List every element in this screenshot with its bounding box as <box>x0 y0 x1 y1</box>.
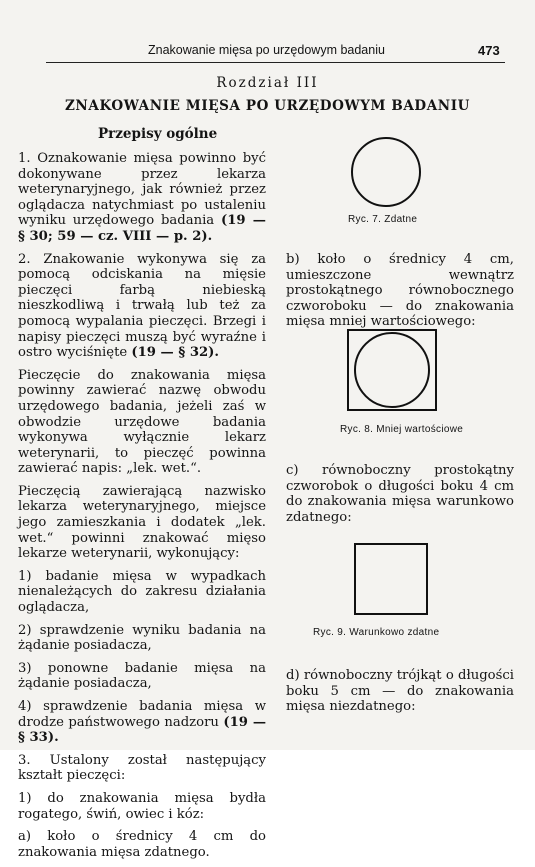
circle-stamp-figure <box>346 134 426 210</box>
item-b-paragraph: b) koło o średnicy 4 cm, umieszczone wewnątrz prostokątnego równobocznego czworoboku — do znakowania mięsa mniej wartościowego: <box>286 252 514 330</box>
item-d-text <box>286 668 514 722</box>
left-column <box>18 151 266 867</box>
paragraph-5: 3. Ustalony został następujący kształt pieczęci: <box>18 752 266 784</box>
list-item-4-text: 4) sprawdzenie badania mięsa w drodze państwowego nadzoru <box>18 699 266 730</box>
paragraph-2-reference: (19 — § 32). <box>131 345 220 361</box>
list-item: 2) sprawdzenie wyniku badania na żądanie posiadacza, <box>18 622 266 654</box>
list-item: 3) ponowne badanie mięsa na żądanie posiadacza, <box>18 660 266 692</box>
paragraph-1-text: 1. Oznakowanie mięsa powinno być dokonywane przez lekarza weterynaryjnego, jak również przez oglądacza natychmiast po ustaleniu wyniku urzędowego badania <box>18 151 266 229</box>
paragraph-3: Pieczęcie do znakowania mięsa powinny zawierać nazwę obwodu urzędowego badania, jeżeli zaś w obwodzie urzędowe badania wykonywa wyłącznie lekarz weterynarii, to pieczęć powinna zawierać napis: „lek. wet.“. <box>18 367 266 477</box>
figure-7-caption: Ryc. 7. Zdatne <box>348 214 418 225</box>
page-number: 473 <box>478 43 500 58</box>
paragraph-7: a) koło o średnicy 4 cm do znakowania mięsa zdatnego. <box>18 829 266 860</box>
chapter-heading: Rozdział III <box>216 75 319 91</box>
paragraph-1-reference: (19 — § 30; 59 — cz. VIII — p. 2). <box>18 213 266 244</box>
list-item <box>18 699 266 746</box>
paragraph-4: Pieczęcią zawierającą nazwisko lekarza weterynaryjnego, miejsce jego zamieszkania i dodatek „lek. wet.“ powinni znakować mięso lekarze weterynarii, wykonujący: <box>18 483 266 562</box>
item-d-paragraph: d) równoboczny trójkąt o długości boku 5 cm — do znakowania mięsa niezdatnego: <box>286 668 514 715</box>
circle-in-square-stamp-figure <box>344 327 440 413</box>
square-stamp-figure <box>352 541 430 617</box>
page-title: ZNAKOWANIE MIĘSA PO URZĘDOWYM BADANIU <box>64 98 471 114</box>
paragraph-2-text: 2. Znakowanie wykonywa się za pomocą odciskania na mięsie pieczęci farbą niebieską nieszkodliwą i trwałą lub też za pomocą wypalania pieczęci. Brzegi i napisy pieczęci muszą być wyraźne i ostro wyciśnięte <box>18 251 266 361</box>
list-item-4-reference: (19 — § 33). <box>18 714 267 746</box>
item-c-paragraph: c) równoboczny prostokątny czworobok o długości boku 4 cm do znakowania mięsa warunkowo zdatnego: <box>286 463 514 525</box>
paragraph-1 <box>18 151 266 245</box>
paragraph-6: 1) do znakowania mięsa bydła rogatego, świń, owiec i kóz: <box>18 790 266 822</box>
list-item: 1) badanie mięsa w wypadkach nienależących do zakresu działania oglądacza, <box>18 568 266 616</box>
item-c-text <box>286 463 514 532</box>
item-b-text <box>286 252 514 337</box>
running-title: Znakowanie mięsa po urzędowym badaniu <box>148 43 385 57</box>
header-rule <box>46 62 505 63</box>
figure-8-caption: Ryc. 8. Mniej wartościowe <box>340 424 464 435</box>
paragraph-2 <box>18 252 266 361</box>
section-heading: Przepisy ogólne <box>98 126 218 142</box>
figure-9-caption: Ryc. 9. Warunkowo zdatne <box>313 627 440 638</box>
